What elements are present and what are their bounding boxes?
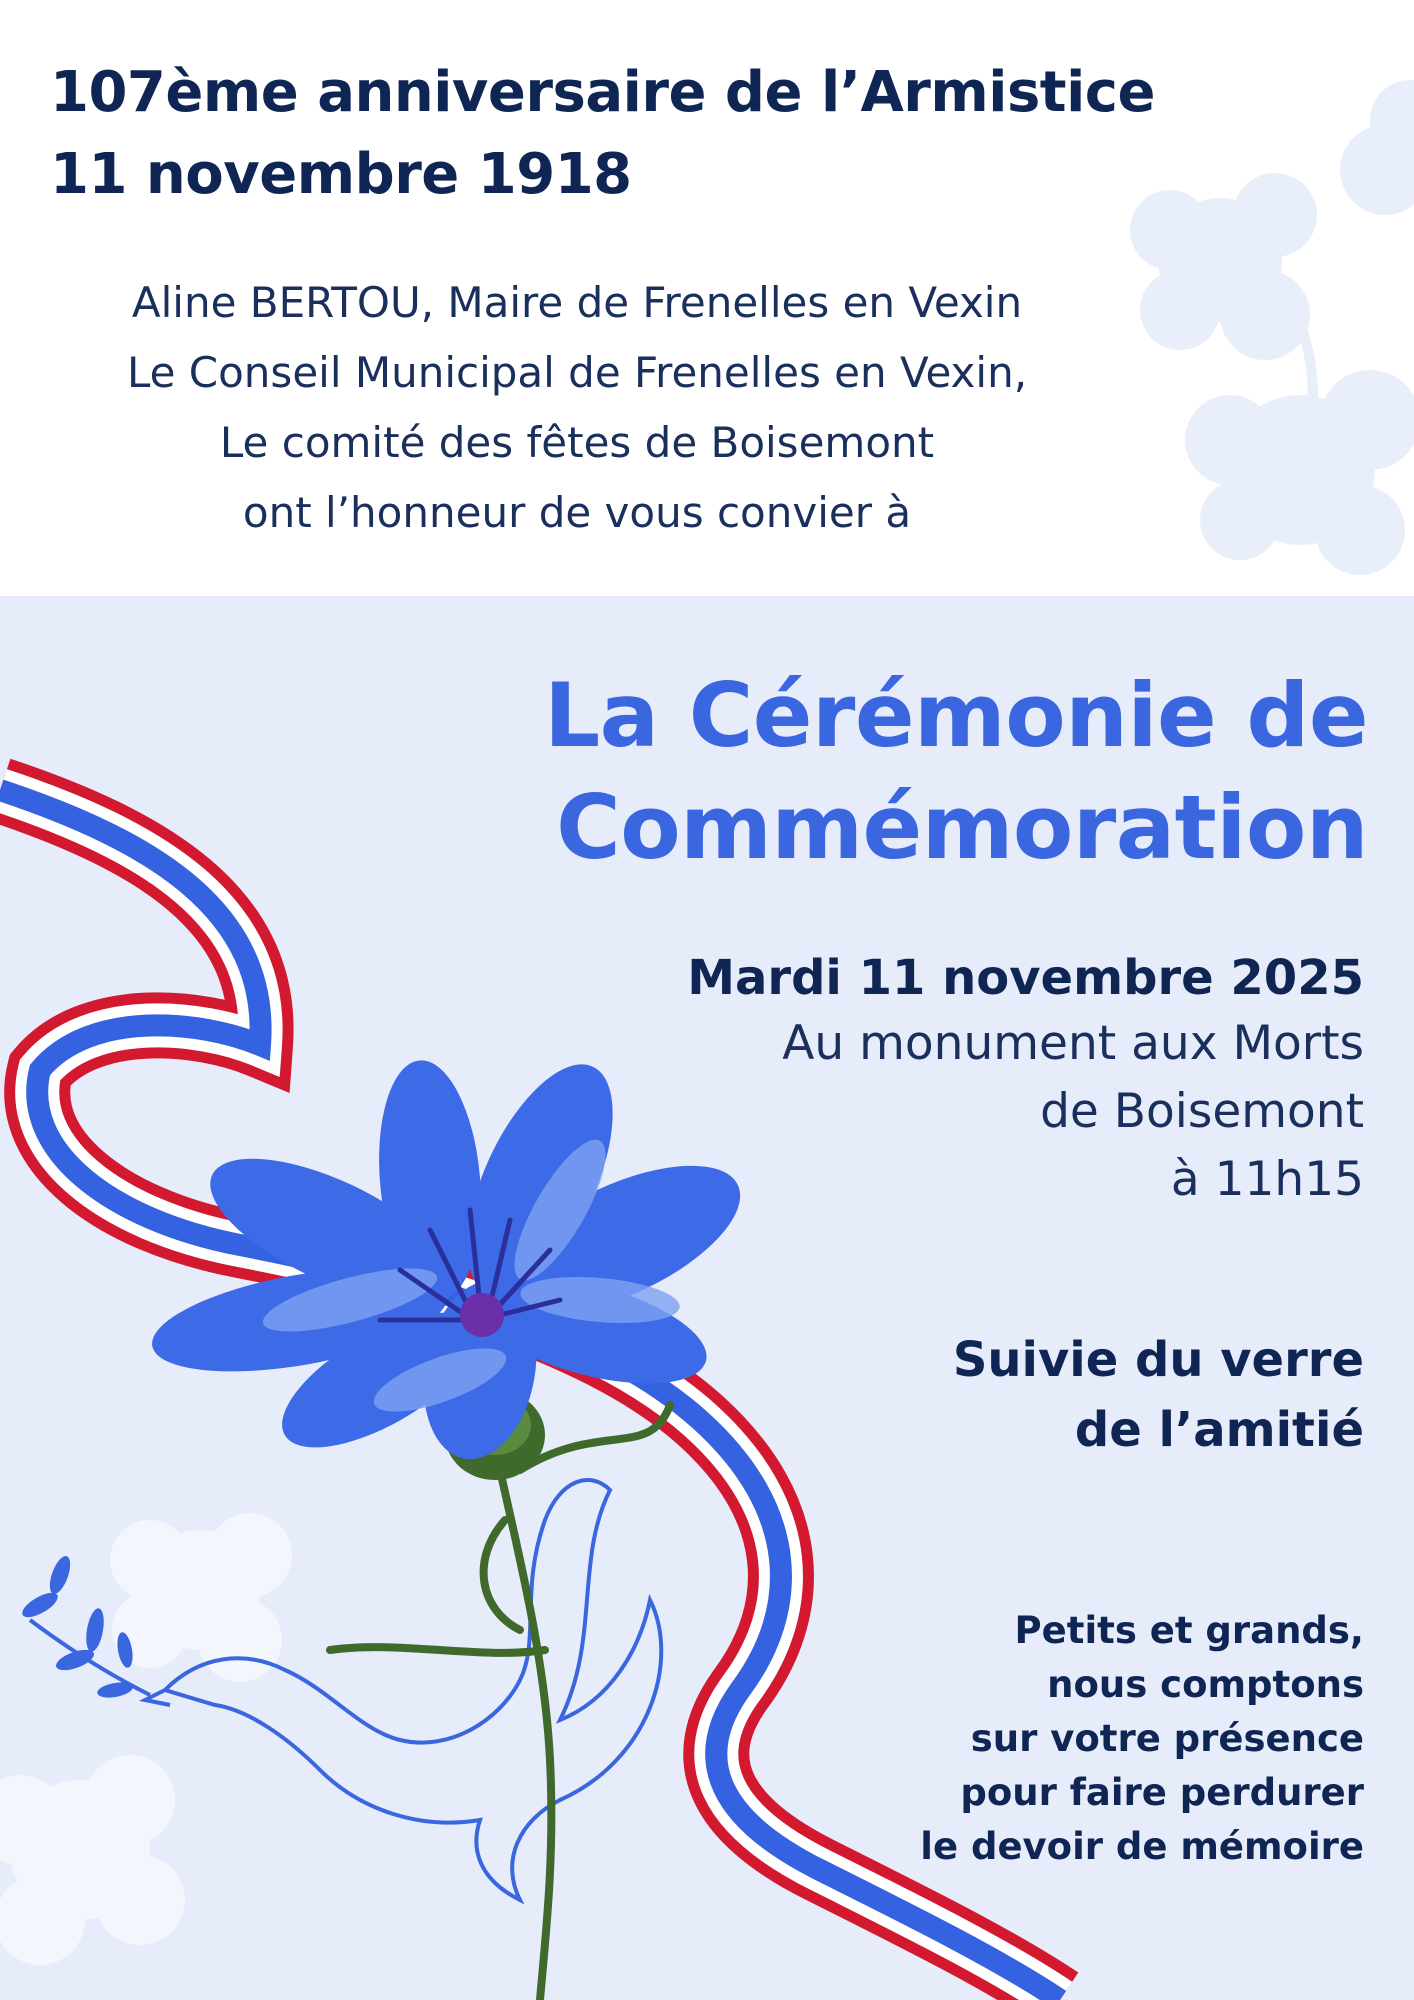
location-line-2: de Boisemont	[1040, 1084, 1364, 1139]
background-flowers-bottom-icon	[0, 1513, 292, 1965]
invitation-line-1: Petits et grands,	[1014, 1609, 1364, 1652]
title-line-2: 11 novembre 1918	[50, 142, 632, 207]
ceremony-title	[544, 660, 1368, 884]
event-date: Mardi 11 novembre 2025	[687, 950, 1364, 1006]
invitation-line-4: pour faire perdurer	[960, 1771, 1364, 1814]
hosts-line-4: ont l’honneur de vous convier à	[242, 488, 912, 537]
invitation-message	[920, 1604, 1364, 1874]
reception-line-1: Suivie du verre	[952, 1332, 1364, 1388]
ceremony-line-2: Commémoration	[556, 776, 1368, 879]
hosts-block	[0, 268, 1154, 548]
page-title	[50, 52, 1350, 216]
hosts-line-3: Le comité des fêtes de Boisemont	[219, 418, 935, 467]
reception-note	[953, 1325, 1364, 1465]
invitation-line-2: nous comptons	[1047, 1663, 1364, 1706]
hosts-line-2: Le Conseil Municipal de Frenelles en Vexin,	[126, 348, 1028, 397]
event-location	[782, 1010, 1364, 1214]
title-line-1: 107ème anniversaire de l’Armistice	[50, 60, 1155, 125]
ceremony-line-1: La Cérémonie de	[544, 664, 1368, 767]
location-line-1: Au monument aux Morts	[782, 1016, 1364, 1071]
hosts-line-1: Aline BERTOU, Maire de Frenelles en Vexin	[131, 278, 1023, 327]
cornflower-stem-icon	[330, 1405, 670, 2000]
invitation-line-5: le devoir de mémoire	[920, 1825, 1364, 1868]
event-time: à 11h15	[1170, 1152, 1364, 1207]
reception-line-2: de l’amitié	[1074, 1402, 1364, 1458]
invitation-line-3: sur votre présence	[970, 1717, 1364, 1760]
